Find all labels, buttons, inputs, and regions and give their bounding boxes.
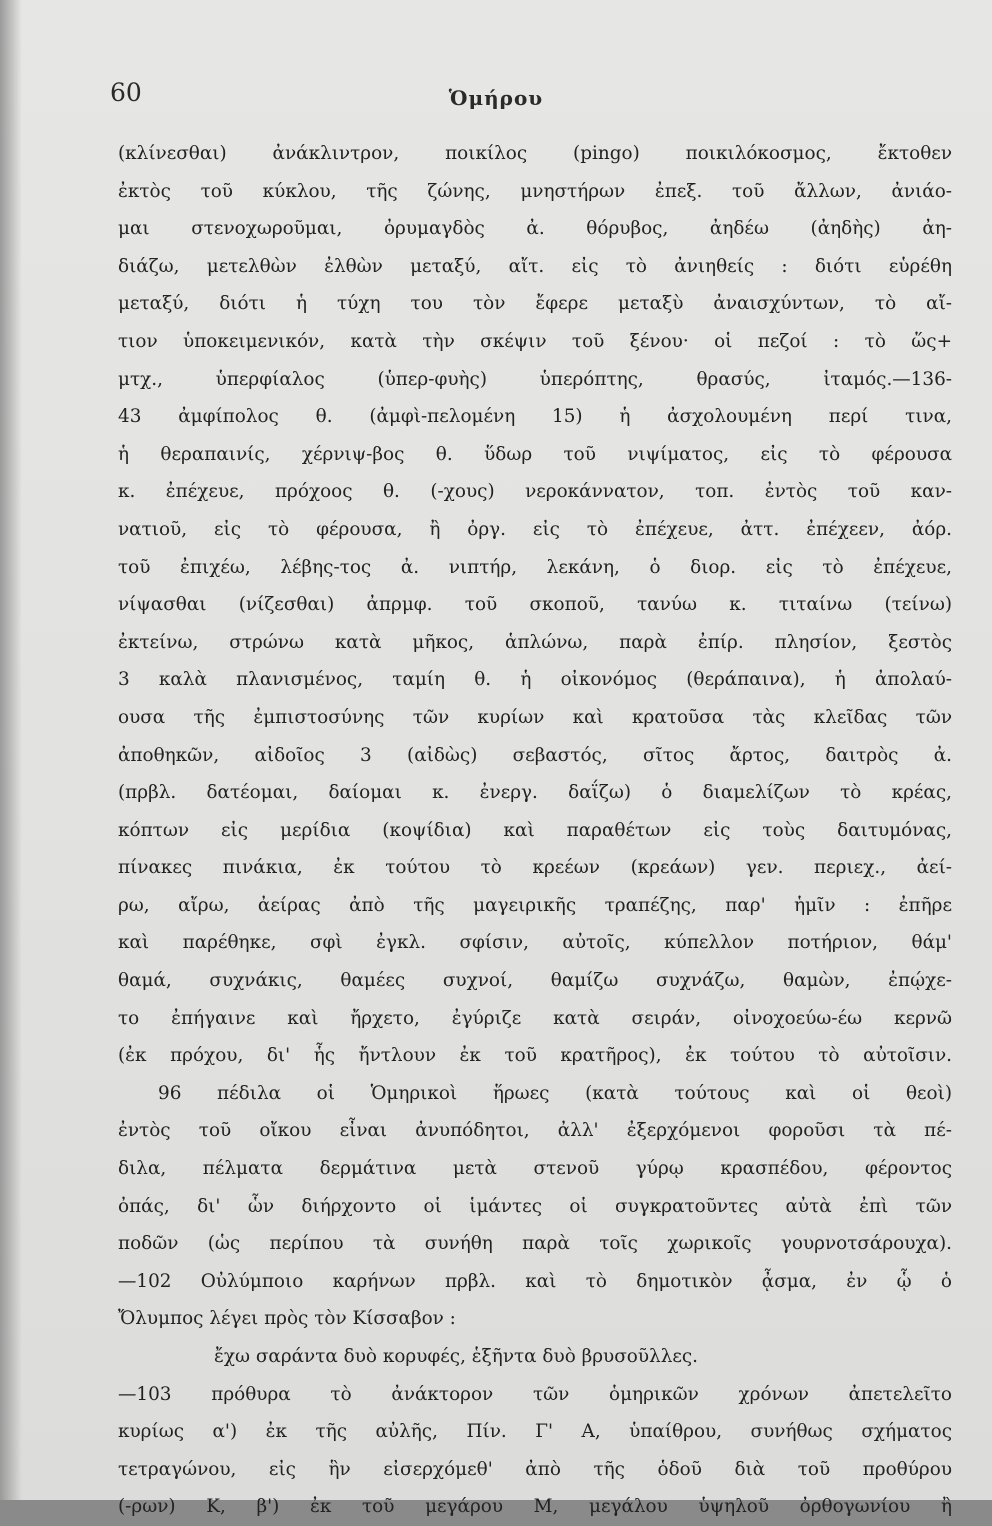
text-line: νίψασθαι (νίζεσθαι) ἀπρμφ. τοῦ σκοποῦ, τανύω κ. τιταίνω (τείνω) [118,594,952,616]
text-line: διλα, πέλματα δερμάτινα μετὰ στενοῦ γύρῳ κρασπέδου, φέροντος [118,1158,952,1180]
text-line: θαμά, συχνάκις, θαμέες συχνοί, θαμίζω συχνάζω, θαμὼν, ἐπῴχε- [118,970,952,992]
text-line: διάζω, μετελθὼν ἐλθὼν μεταξύ, αἴτ. εἰς τὸ ἀνιηθείς : διότι εὑρέθη [118,255,952,277]
text-line: ποδῶν (ὡς περίπου τὰ συνήθη παρὰ τοῖς χωρικοῖς γουρνοτσάρουχα). [118,1233,952,1255]
text-line: ουσα τῆς ἐμπιστοσύνης τῶν κυρίων καὶ κρατοῦσα τὰς κλεῖδας τῶν [118,706,952,728]
text-line: ρω, αἴρω, ἀείρας ἀπὸ τῆς μαγειρικῆς τραπέζης, παρ' ἡμῖν : ἐπῆρε [118,894,952,916]
text-line: (-ρων) Κ, β') ἐκ τοῦ μεγάρου Μ, μεγάλου ὑψηλοῦ ὀρθογωνίου ἢ [118,1496,952,1518]
text-line: (πρβλ. δατέομαι, δαίομαι κ. ἐνεργ. δαΐζω) ὁ διαμελίζων τὸ κρέας, [118,782,952,804]
text-line: (κλίνεσθαι) ἀνάκλιντρον, ποικίλος (pingo) ποικιλόκοσμος, ἔκτοθεν [118,143,952,164]
text-line: (ἐκ πρόχου, δι' ἧς ἤντλουν ἐκ τοῦ κρατῆρος), ἐκ τούτου τὸ αὐτοῖσιν. [118,1045,952,1067]
text-line: κ. ἐπέχευε, πρόχοος θ. (-χους) νεροκάννατον, τοπ. ἐντὸς τοῦ καν- [118,481,952,503]
text-line: ἐντὸς τοῦ οἴκου εἶναι ἀνυπόδητοι, ἀλλ' ἐξερχόμενοι φοροῦσι τὰ πέ- [118,1120,952,1142]
text-line: τοῦ ἐπιχέω, λέβης-τος ἀ. νιπτήρ, λεκάνη, ὁ διορ. εἰς τὸ ἐπέχευε, [118,556,952,578]
text-line: 3 καλὰ πλανισμένος, ταμίη θ. ἡ οἰκονόμος (θεράπαινα), ἡ ἀπολαύ- [118,669,952,691]
text-line: ἀποθηκῶν, αἰδοῖος 3 (αἰδὼς) σεβαστός, σῖτος ἄρτος, δαιτρὸς ἀ. [118,744,952,766]
text-line: κυρίως α') ἐκ τῆς αὐλῆς, Πίν. Γ' Α, ὑπαίθρου, συνήθως σχήματος [118,1421,952,1443]
verse-line: ἔχω σαράντα δυὸ κορυφές, ἑξῆντα δυὸ βρυσοῦλλες. [214,1346,699,1367]
text-line: ἐκτὸς τοῦ κύκλου, τῆς ζώνης, μνηστήρων ἐπεξ. τοῦ ἄλλων, ἀνιάο- [118,180,952,202]
page-number: 60 [110,78,142,107]
text-line: τετραγώνου, εἰς ἣν εἰσερχόμεθ' ἀπὸ τῆς ὁδοῦ διὰ τοῦ προθύρου [118,1458,952,1480]
text-line: μεταξύ, διότι ἡ τύχη του τὸν ἔφερε μεταξὺ ἀναισχύντων, τὸ αἴ- [118,293,952,315]
text-line: κόπτων εἰς μερίδια (κοψίδια) καὶ παραθέτων εἰς τοὺς δαιτυμόνας, [118,819,952,841]
text-line: Ὄλυμπος λέγει πρὸς τὸν Κίσσαβον : [118,1308,456,1330]
text-line: νατιοῦ, εἰς τὸ φέρουσα, ἢ ὀργ. εἰς τὸ ἐπέχευε, ἀττ. ἐπέχεεν, ἀόρ. [118,518,952,540]
text-line: μαι στενοχωροῦμαι, ὀρυμαγδὸς ἀ. θόρυβος, ἀηδέω (ἀηδὴς) ἀη- [118,218,952,240]
text-line: πίνακες πινάκια, ἐκ τούτου τὸ κρεέων (κρεάων) γεν. περιεχ., ἀεί- [118,857,952,879]
text-line: το ἐπήγαινε καὶ ἤρχετο, ἐγύριζε κατὰ σειράν, οἰνοχοεύω-έω κερνῶ [118,1007,952,1029]
text-line: τιον ὑποκειμενικόν, κατὰ τὴν σκέψιν τοῦ ξένου· οἱ πεζοί : τὸ ὥς+ [118,330,952,352]
text-line: —102 Οὐλύμποιο καρήνων πρβλ. καὶ τὸ δημοτικὸν ᾆσμα, ἐν ᾧ ὁ [118,1270,952,1292]
text-line: —103 πρόθυρα τὸ ἀνάκτορον τῶν ὁμηρικῶν χρόνων ἀπετελεῖτο [118,1383,952,1405]
commentary-text [118,135,952,1526]
text-line: μτχ., ὑπερφίαλος (ὑπερ-φυὴς) ὑπερόπτης, θρασύς, ἰταμός.—136- [118,368,952,390]
text-line: 96 πέδιλα οἱ Ὁμηρικοὶ ἥρωες (κατὰ τούτους καὶ οἱ θεοὶ) [158,1082,952,1104]
running-head: Ὁμήρου [448,86,544,110]
text-line: ἡ θεραπαινίς, χέρνιψ-βος θ. ὕδωρ τοῦ νιψίματος, εἰς τὸ φέρουσα [118,443,952,465]
text-line: ὀπάς, δι' ὧν διήρχοντο οἱ ἱμάντες οἱ συγκρατοῦντες αὐτὰ ἐπὶ τῶν [118,1195,952,1217]
text-line: ἐκτείνω, στρώνω κατὰ μῆκος, ἁπλώνω, παρὰ ἐπίρ. πλησίον, ξεστὸς [118,631,952,653]
text-line: 43 ἀμφίπολος θ. (ἀμφὶ-πελομένη 15) ἡ ἀσχολουμένη περί τινα, [118,406,952,428]
text-line: καὶ παρέθηκε, σφὶ ἐγκλ. σφίσιν, αὐτοῖς, κύπελλον ποτήριον, θάμ' [118,932,952,954]
